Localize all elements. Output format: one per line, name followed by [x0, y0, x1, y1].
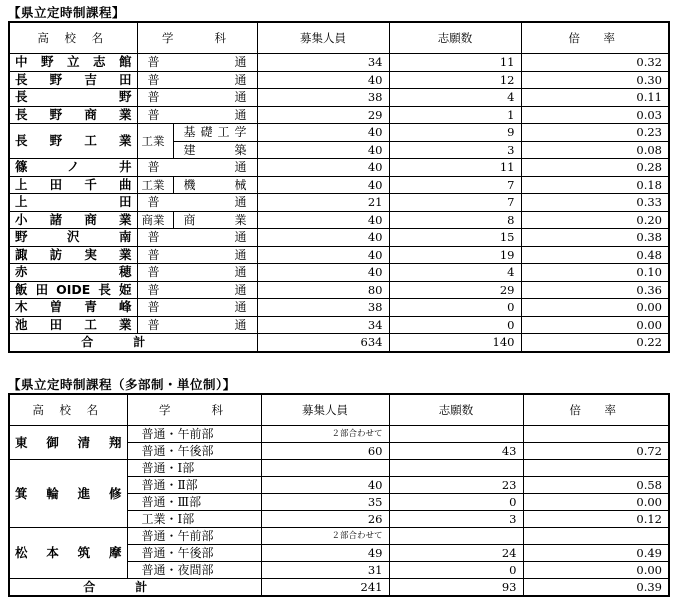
course-name: 普 通: [137, 89, 257, 107]
ratio-cell: 0.10: [521, 264, 669, 282]
school-name: 上 田: [9, 194, 137, 212]
department: 工業: [137, 176, 173, 194]
quota-cell: 21: [257, 194, 389, 212]
applicants-cell: [389, 528, 523, 545]
course-name: 普 通: [137, 71, 257, 89]
ratio-cell: 0.36: [521, 281, 669, 299]
table-row: [9, 229, 669, 247]
course-name: 普 通: [137, 229, 257, 247]
applicants-cell: [389, 426, 523, 443]
header-row: [9, 22, 669, 54]
header-ratio: 倍 率: [523, 394, 669, 426]
ratio-cell: 0.03: [521, 106, 669, 124]
combined-note: ２部合わせて: [261, 528, 389, 545]
applicants-cell: 7: [389, 176, 521, 194]
table-row: [9, 54, 669, 72]
ratio-cell: 0.00: [523, 562, 669, 579]
school-name: 箕輪進修: [9, 460, 127, 528]
table-row: [9, 528, 669, 545]
table-row: [9, 159, 669, 177]
header-school: 高 校 名: [9, 394, 127, 426]
quota-cell: 26: [261, 511, 389, 528]
total-applicants: 93: [389, 579, 523, 597]
department: 工業: [137, 124, 173, 159]
table-row: [9, 460, 669, 477]
applicants-cell: 11: [389, 159, 521, 177]
quota-cell: 29: [257, 106, 389, 124]
course-name: 普 通: [137, 159, 257, 177]
header-school: 高 校 名: [9, 22, 137, 54]
ratio-cell: 0.72: [523, 443, 669, 460]
applicants-cell: 0: [389, 299, 521, 317]
ratio-cell: 0.33: [521, 194, 669, 212]
header-course: 学 科: [127, 394, 261, 426]
header-quota: 募集人員: [257, 22, 389, 54]
course-name: 普通・夜間部: [127, 562, 261, 579]
quota-cell: 40: [257, 71, 389, 89]
total-applicants: 140: [389, 334, 521, 352]
table-row: [9, 71, 669, 89]
school-name: 長 野: [9, 89, 137, 107]
course-name: 普 通: [137, 264, 257, 282]
quota-cell: 34: [257, 54, 389, 72]
section2-title: 【県立定時制課程（多部制・単位制）】: [8, 377, 236, 392]
school-name: 上田千曲: [9, 176, 137, 194]
quota-cell: 38: [257, 299, 389, 317]
course-name: 普通・午後部: [127, 545, 261, 562]
ratio-cell: 0.38: [521, 229, 669, 247]
school-name: 諏訪実業: [9, 246, 137, 264]
school-name: 小諸商業: [9, 211, 137, 229]
school-name: 東御清翔: [9, 426, 127, 460]
school-name: 池田工業: [9, 316, 137, 334]
course-name: 普 通: [137, 316, 257, 334]
table-row: [9, 124, 669, 142]
course-name: 建 築: [173, 141, 257, 159]
course-name: 普通・午後部: [127, 443, 261, 460]
course-name: 普 通: [137, 299, 257, 317]
applicants-cell: 29: [389, 281, 521, 299]
section1-title: 【県立定時制課程】: [8, 5, 126, 20]
ratio-cell: [523, 528, 669, 545]
school-name: 篠ノ井: [9, 159, 137, 177]
regular-night-table: [8, 21, 670, 353]
course-name: 基礎工学: [173, 124, 257, 142]
school-name: 木曽青峰: [9, 299, 137, 317]
table-row: [9, 281, 669, 299]
table-row: [9, 89, 669, 107]
quota-cell: 40: [257, 229, 389, 247]
header-quota: 募集人員: [261, 394, 389, 426]
total-row: [9, 334, 669, 352]
table-row: [9, 211, 669, 229]
header-ratio: 倍 率: [521, 22, 669, 54]
applicants-cell: 9: [389, 124, 521, 142]
applicants-cell: 12: [389, 71, 521, 89]
quota-cell: 31: [261, 562, 389, 579]
total-ratio: 0.22: [521, 334, 669, 352]
course-name: 普 通: [137, 281, 257, 299]
ratio-cell: [523, 460, 669, 477]
quota-cell: 40: [257, 211, 389, 229]
table-row: [9, 176, 669, 194]
applicants-cell: 8: [389, 211, 521, 229]
total-row: [9, 579, 669, 597]
applicants-cell: [389, 460, 523, 477]
table-row: [9, 194, 669, 212]
header-applicants: 志願数: [389, 394, 523, 426]
quota-cell: 49: [261, 545, 389, 562]
course-name: 普 通: [137, 106, 257, 124]
quota-cell: 40: [257, 246, 389, 264]
quota-cell: 60: [261, 443, 389, 460]
total-label: 合計: [9, 334, 257, 352]
course-name: 商 業: [173, 211, 257, 229]
quota-cell: [261, 460, 389, 477]
course-name: 普通・Ⅰ部: [127, 460, 261, 477]
course-name: 普 通: [137, 246, 257, 264]
total-ratio: 0.39: [523, 579, 669, 597]
ratio-cell: 0.48: [521, 246, 669, 264]
quota-cell: 38: [257, 89, 389, 107]
ratio-cell: 0.28: [521, 159, 669, 177]
school-name: 長野工業: [9, 124, 137, 159]
ratio-cell: 0.30: [521, 71, 669, 89]
table-row: [9, 246, 669, 264]
ratio-cell: 0.00: [523, 494, 669, 511]
applicants-cell: 4: [389, 264, 521, 282]
ratio-cell: 0.11: [521, 89, 669, 107]
course-name: 普 通: [137, 54, 257, 72]
school-name: 赤 穂: [9, 264, 137, 282]
school-name: 松本筑摩: [9, 528, 127, 579]
total-label: 合計: [9, 579, 261, 597]
quota-cell: 40: [257, 264, 389, 282]
school-name: 飯田OIDE長姫: [9, 281, 137, 299]
applicants-cell: 1: [389, 106, 521, 124]
applicants-cell: 3: [389, 141, 521, 159]
applicants-cell: 15: [389, 229, 521, 247]
quota-cell: 40: [257, 159, 389, 177]
applicants-cell: 23: [389, 477, 523, 494]
combined-note: ２部合わせて: [261, 426, 389, 443]
ratio-cell: 0.12: [523, 511, 669, 528]
header-row: [9, 394, 669, 426]
applicants-cell: 0: [389, 562, 523, 579]
applicants-cell: 11: [389, 54, 521, 72]
ratio-cell: 0.49: [523, 545, 669, 562]
ratio-cell: [523, 426, 669, 443]
quota-cell: 80: [257, 281, 389, 299]
school-name: 野沢南: [9, 229, 137, 247]
quota-cell: 40: [257, 176, 389, 194]
course-name: 普通・午前部: [127, 426, 261, 443]
quota-cell: 40: [261, 477, 389, 494]
ratio-cell: 0.20: [521, 211, 669, 229]
quota-cell: 40: [257, 141, 389, 159]
ratio-cell: 0.23: [521, 124, 669, 142]
ratio-cell: 0.00: [521, 316, 669, 334]
ratio-cell: 0.00: [521, 299, 669, 317]
applicants-cell: 7: [389, 194, 521, 212]
total-quota: 634: [257, 334, 389, 352]
department: 商業: [137, 211, 173, 229]
applicants-cell: 43: [389, 443, 523, 460]
ratio-cell: 0.18: [521, 176, 669, 194]
table-row: [9, 299, 669, 317]
school-name: 長野吉田: [9, 71, 137, 89]
quota-cell: 34: [257, 316, 389, 334]
applicants-cell: 19: [389, 246, 521, 264]
ratio-cell: 0.32: [521, 54, 669, 72]
applicants-cell: 3: [389, 511, 523, 528]
total-quota: 241: [261, 579, 389, 597]
quota-cell: 35: [261, 494, 389, 511]
table-row: [9, 106, 669, 124]
applicants-cell: 24: [389, 545, 523, 562]
course-name: 普通・午前部: [127, 528, 261, 545]
table-row: [9, 426, 669, 443]
table-row: [9, 316, 669, 334]
applicants-cell: 4: [389, 89, 521, 107]
school-name: 長野商業: [9, 106, 137, 124]
multi-part-table: [8, 393, 670, 597]
header-applicants: 志願数: [389, 22, 521, 54]
ratio-cell: 0.08: [521, 141, 669, 159]
applicants-cell: 0: [389, 316, 521, 334]
applicants-cell: 0: [389, 494, 523, 511]
quota-cell: 40: [257, 124, 389, 142]
course-name: 普通・Ⅱ部: [127, 477, 261, 494]
ratio-cell: 0.58: [523, 477, 669, 494]
table-row: [9, 264, 669, 282]
course-name: 工業・Ⅰ部: [127, 511, 261, 528]
course-name: 機 械: [173, 176, 257, 194]
course-name: 普通・Ⅲ部: [127, 494, 261, 511]
course-name: 普 通: [137, 194, 257, 212]
header-course: 学 科: [137, 22, 257, 54]
school-name: 中野立志館: [9, 54, 137, 72]
